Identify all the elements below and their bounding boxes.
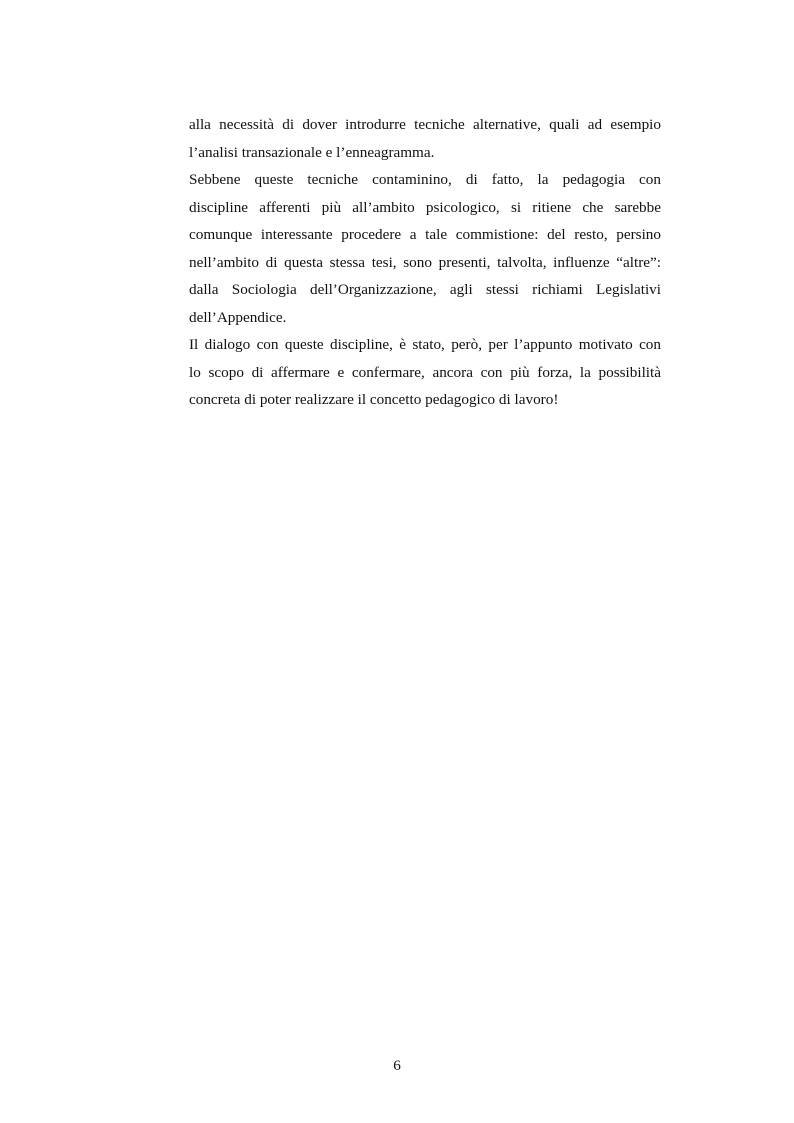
text-line: l’analisi transazionale e l’enneagramma. bbox=[189, 143, 435, 161]
text-line: discipline afferenti più all’ambito psicologico, si ritiene che sarebbe bbox=[189, 198, 661, 216]
text-line: dell’Appendice. bbox=[189, 308, 287, 326]
text-line: nell’ambito di questa stessa tesi, sono presenti, talvolta, influenze “altre”: bbox=[189, 253, 661, 271]
page-number: 6 bbox=[393, 1057, 401, 1074]
text-line: dalla Sociologia dell’Organizzazione, agli stessi richiami Legislativi bbox=[189, 281, 661, 298]
text-line: Sebbene queste tecniche contaminino, di fatto, la pedagogia con bbox=[189, 171, 661, 188]
body-text bbox=[189, 111, 661, 414]
text-line: Il dialogo con queste discipline, è stato, però, per l’appunto motivato con bbox=[189, 336, 661, 353]
text-line: comunque interessante procedere a tale commistione: del resto, persino bbox=[189, 226, 661, 243]
text-line: concreta di poter realizzare il concetto pedagogico di lavoro! bbox=[189, 391, 559, 408]
text-line: lo scopo di affermare e confermare, ancora con più forza, la possibilità bbox=[189, 363, 661, 381]
text-line: alla necessità di dover introdurre tecniche alternative, quali ad esempio bbox=[189, 116, 661, 133]
